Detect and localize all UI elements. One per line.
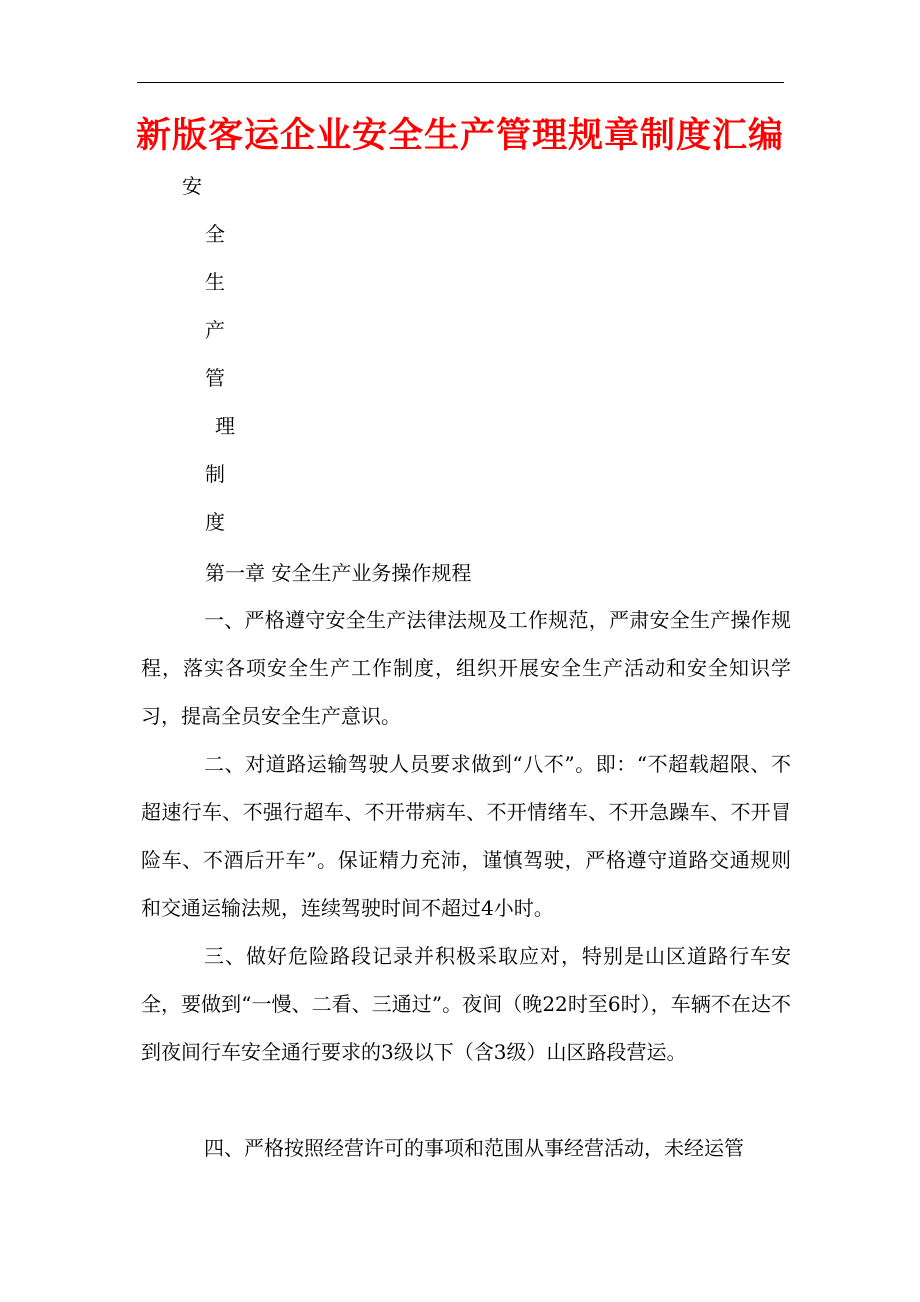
paragraph: 一、严格遵守安全生产法律法规及工作规范，严肃安全生产操作规程，落实各项安全生产工作制度，组织开展安全生产活动和安全知识学习，提高全员安全生产意识。 xyxy=(141,608,791,728)
vertical-heading-char: 生 xyxy=(205,270,225,294)
vertical-heading-char: 度 xyxy=(205,510,225,534)
chapter-title: 第一章 安全生产业务操作规程 xyxy=(205,561,472,585)
paragraph: 二、对道路运输驾驶人员要求做到“八不”。即：“不超载超限、不超速行车、不强行超车、不开带病车、不开情绪车、不开急躁车、不开冒险车、不酒后开车”。保证精力充沛，谨慎驾驶，严格遵守道路交通规则和交通运输法规，连续驾驶时间不超过4小时。 xyxy=(141,752,791,920)
vertical-heading-char: 管 xyxy=(205,366,225,390)
paragraph: 四、严格按照经营许可的事项和范围从事经营活动，未经运管 xyxy=(204,1136,744,1160)
paragraph: 三、做好危险路段记录并积极采取应对，特别是山区道路行车安全，要做到“一慢、二看、三通过”。夜间（晚22时至6时），车辆不在达不到夜间行车安全通行要求的3级以下（含3级）山区路段营运。 xyxy=(141,944,791,1064)
vertical-heading-char: 理 xyxy=(215,414,235,438)
document-title: 新版客运企业安全生产管理规章制度汇编 xyxy=(135,115,784,156)
header-rule xyxy=(137,82,784,83)
vertical-heading-char: 产 xyxy=(205,318,225,342)
vertical-heading-char: 制 xyxy=(205,462,225,486)
vertical-heading-char: 安 xyxy=(182,174,202,198)
vertical-heading-char: 全 xyxy=(205,222,225,246)
